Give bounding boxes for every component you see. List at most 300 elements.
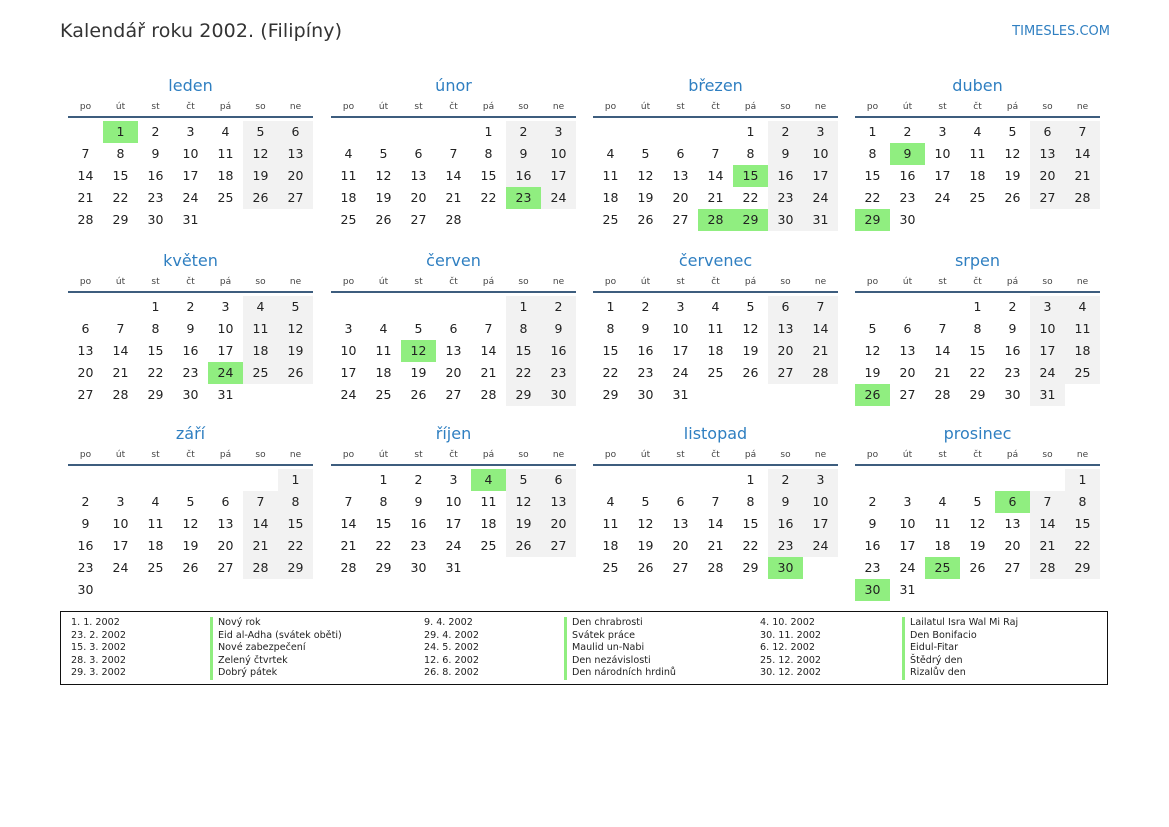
day-cell: 20 — [410, 190, 427, 205]
week-row — [855, 557, 1100, 579]
day-cell: 13 — [217, 516, 234, 531]
day-cell: 26 — [243, 187, 278, 209]
holiday-day-cell: 28 — [698, 209, 733, 231]
day-cell: 1 — [1065, 469, 1100, 491]
empty-day-cell — [278, 384, 313, 406]
day-cell: 22 — [969, 365, 986, 380]
day-cell: 23 — [541, 362, 576, 384]
week-row — [68, 296, 313, 318]
week-row — [331, 209, 576, 231]
day-cell: 11 — [969, 146, 986, 161]
day-cell: 4 — [243, 296, 278, 318]
weekday-label: pá — [1006, 277, 1019, 287]
holiday-date: 26. 8. 2002 — [424, 667, 479, 678]
month-červenec — [593, 249, 838, 406]
day-cell: 22 — [147, 365, 164, 380]
day-cell: 13 — [1004, 516, 1021, 531]
empty-day-cell — [663, 469, 698, 491]
day-cell: 25 — [375, 387, 392, 402]
day-cell: 12 — [864, 343, 881, 358]
holiday-date: 6. 12. 2002 — [760, 642, 815, 653]
day-cell: 16 — [77, 538, 94, 553]
weekday-header — [855, 273, 1100, 293]
week-row — [855, 340, 1100, 362]
day-cell: 8 — [278, 491, 313, 513]
day-cell: 13 — [410, 168, 427, 183]
week-row — [855, 209, 1100, 231]
holiday-list — [60, 611, 1108, 685]
weekday-label: so — [255, 102, 266, 112]
week-row — [855, 491, 1100, 513]
day-cell: 2 — [903, 124, 912, 139]
day-cell: 30 — [410, 560, 427, 575]
day-cell: 7 — [81, 146, 90, 161]
day-cell: 19 — [742, 343, 759, 358]
day-cell: 9 — [768, 491, 803, 513]
day-cell: 17 — [1030, 340, 1065, 362]
day-cell: 14 — [340, 516, 357, 531]
weekday-label: út — [115, 102, 126, 112]
day-cell: 12 — [637, 168, 654, 183]
weekday-label: čt — [186, 277, 195, 287]
empty-day-cell — [331, 469, 366, 491]
day-cell: 24 — [182, 190, 199, 205]
day-cell: 22 — [480, 190, 497, 205]
day-cell: 24 — [340, 387, 357, 402]
weekday-label: so — [780, 450, 791, 460]
weekday-label: út — [640, 277, 651, 287]
day-cell: 13 — [899, 343, 916, 358]
empty-day-cell — [663, 121, 698, 143]
empty-day-cell — [173, 469, 208, 491]
holiday-name: Eidul-Fitar — [902, 642, 1018, 655]
day-cell: 26 — [969, 560, 986, 575]
day-cell: 22 — [742, 538, 759, 553]
day-cell: 25 — [602, 212, 619, 227]
day-cell: 29 — [742, 560, 759, 575]
weekday-label: so — [255, 450, 266, 460]
site-link[interactable]: TIMESLES.COM — [1012, 24, 1110, 39]
empty-day-cell — [68, 296, 103, 318]
empty-day-cell — [103, 469, 138, 491]
day-cell: 11 — [217, 146, 234, 161]
holiday-name: Den Bonifacio — [902, 630, 1018, 643]
day-cell: 9 — [186, 321, 195, 336]
weekday-header — [331, 98, 576, 118]
day-cell: 18 — [934, 538, 951, 553]
weekday-label: po — [342, 102, 355, 112]
day-cell: 8 — [379, 494, 388, 509]
day-cell: 14 — [803, 318, 838, 340]
day-cell: 12 — [742, 321, 759, 336]
day-cell: 25 — [707, 365, 724, 380]
empty-day-cell — [208, 209, 243, 231]
empty-day-cell — [436, 121, 471, 143]
holiday-name: Nové zabezpečení — [210, 642, 342, 655]
day-cell: 8 — [746, 146, 755, 161]
weekday-label: pá — [744, 450, 757, 460]
day-cell: 29 — [969, 387, 986, 402]
empty-day-cell — [278, 209, 313, 231]
weekday-label: po — [604, 102, 617, 112]
day-cell: 25 — [217, 190, 234, 205]
day-cell: 9 — [1008, 321, 1017, 336]
day-cell: 17 — [112, 538, 129, 553]
day-cell: 4 — [711, 299, 720, 314]
day-cell: 2 — [768, 469, 803, 491]
day-cell: 31 — [803, 209, 838, 231]
holiday-day-cell: 29 — [855, 209, 890, 231]
weekday-label: ne — [289, 102, 302, 112]
empty-day-cell — [855, 296, 890, 318]
weekday-label: pá — [744, 102, 757, 112]
day-cell: 23 — [1004, 365, 1021, 380]
weekday-label: út — [115, 277, 126, 287]
day-cell: 12 — [969, 516, 986, 531]
empty-day-cell — [331, 121, 366, 143]
day-cell: 18 — [480, 516, 497, 531]
holiday-day-cell: 29 — [733, 209, 768, 231]
weekday-label: so — [518, 277, 529, 287]
day-cell: 20 — [445, 365, 462, 380]
day-cell: 15 — [278, 513, 313, 535]
holiday-day-cell: 6 — [995, 491, 1030, 513]
week-row — [331, 362, 576, 384]
day-cell: 17 — [899, 538, 916, 553]
day-cell: 27 — [672, 212, 689, 227]
day-cell: 30 — [541, 384, 576, 406]
holiday-day-cell: 25 — [925, 557, 960, 579]
week-row — [855, 121, 1100, 143]
week-row — [68, 340, 313, 362]
empty-day-cell — [1030, 579, 1065, 601]
empty-day-cell — [173, 579, 208, 601]
day-cell: 10 — [445, 494, 462, 509]
holiday-name: Štědrý den — [902, 655, 1018, 668]
month-name: březen — [688, 76, 743, 95]
day-cell: 5 — [186, 494, 195, 509]
day-cell: 25 — [147, 560, 164, 575]
day-cell: 4 — [938, 494, 947, 509]
empty-day-cell — [890, 469, 925, 491]
week-row — [855, 384, 1100, 406]
weekday-label: st — [938, 450, 947, 460]
week-row — [331, 143, 576, 165]
week-row — [331, 340, 576, 362]
day-cell: 5 — [973, 494, 982, 509]
day-cell: 8 — [746, 494, 755, 509]
weekday-label: st — [676, 450, 685, 460]
day-cell: 21 — [1065, 165, 1100, 187]
month-name: září — [175, 424, 206, 443]
day-cell: 23 — [77, 560, 94, 575]
empty-day-cell — [698, 384, 733, 406]
day-cell: 30 — [1004, 387, 1021, 402]
empty-day-cell — [243, 209, 278, 231]
day-cell: 11 — [147, 516, 164, 531]
holiday-date: 24. 5. 2002 — [424, 642, 479, 653]
day-cell: 13 — [445, 343, 462, 358]
day-cell: 6 — [903, 321, 912, 336]
month-říjen — [331, 422, 576, 579]
day-cell: 1 — [151, 299, 160, 314]
day-cell: 3 — [186, 124, 195, 139]
day-cell: 26 — [182, 560, 199, 575]
weekday-label: pá — [219, 102, 232, 112]
week-row — [331, 491, 576, 513]
day-cell: 31 — [445, 560, 462, 575]
day-cell: 24 — [803, 535, 838, 557]
day-cell: 20 — [217, 538, 234, 553]
empty-day-cell — [436, 296, 471, 318]
day-cell: 5 — [414, 321, 423, 336]
month-září — [68, 422, 313, 601]
day-cell: 3 — [344, 321, 353, 336]
week-row — [68, 535, 313, 557]
day-cell: 20 — [1004, 538, 1021, 553]
holiday-name: Dobrý pátek — [210, 667, 342, 680]
holiday-day-cell: 30 — [768, 557, 803, 579]
day-cell: 23 — [768, 535, 803, 557]
empty-day-cell — [68, 121, 103, 143]
weekday-label: so — [780, 277, 791, 287]
week-row — [593, 318, 838, 340]
day-cell: 29 — [112, 212, 129, 227]
day-cell: 10 — [899, 516, 916, 531]
empty-day-cell — [925, 469, 960, 491]
day-cell: 26 — [742, 365, 759, 380]
day-cell: 20 — [541, 513, 576, 535]
weekday-label: st — [151, 102, 160, 112]
day-cell: 10 — [541, 143, 576, 165]
day-cell: 3 — [938, 124, 947, 139]
day-cell: 15 — [147, 343, 164, 358]
day-cell: 11 — [480, 494, 497, 509]
week-row — [331, 318, 576, 340]
day-cell: 10 — [217, 321, 234, 336]
day-cell: 14 — [934, 343, 951, 358]
day-cell: 31 — [1030, 384, 1065, 406]
empty-day-cell — [541, 209, 576, 231]
holiday-dates-col-2 — [424, 617, 479, 680]
month-květen — [68, 249, 313, 406]
day-cell: 25 — [969, 190, 986, 205]
weekday-label: po — [79, 102, 92, 112]
weekday-label: ne — [552, 450, 565, 460]
month-name: srpen — [954, 251, 1001, 270]
day-cell: 1 — [484, 124, 493, 139]
week-row — [855, 513, 1100, 535]
holiday-name: Eid al-Adha (svátek oběti) — [210, 630, 342, 643]
holiday-name: Zelený čtvrtek — [210, 655, 342, 668]
day-cell: 24 — [934, 190, 951, 205]
empty-day-cell — [243, 469, 278, 491]
day-cell: 19 — [637, 538, 654, 553]
weekday-label: po — [79, 277, 92, 287]
holiday-date: 12. 6. 2002 — [424, 654, 479, 666]
day-cell: 3 — [221, 299, 230, 314]
day-cell: 15 — [969, 343, 986, 358]
day-cell: 19 — [375, 190, 392, 205]
empty-day-cell — [401, 296, 436, 318]
day-cell: 14 — [445, 168, 462, 183]
weekday-header — [855, 98, 1100, 118]
day-cell: 21 — [707, 190, 724, 205]
day-cell: 2 — [768, 121, 803, 143]
day-cell: 8 — [151, 321, 160, 336]
day-cell: 7 — [1030, 491, 1065, 513]
day-cell: 10 — [803, 491, 838, 513]
holiday-date: 4. 10. 2002 — [760, 617, 815, 628]
empty-day-cell — [1065, 209, 1100, 231]
weekday-label: st — [938, 102, 947, 112]
day-cell: 2 — [1008, 299, 1017, 314]
day-cell: 18 — [340, 190, 357, 205]
day-cell: 12 — [182, 516, 199, 531]
weekday-label: st — [676, 277, 685, 287]
day-cell: 1 — [278, 469, 313, 491]
weekday-label: st — [938, 277, 947, 287]
day-cell: 6 — [676, 494, 685, 509]
day-cell: 10 — [803, 143, 838, 165]
day-cell: 9 — [506, 143, 541, 165]
week-row — [855, 143, 1100, 165]
month-name: říjen — [435, 424, 472, 443]
week-row — [331, 469, 576, 491]
day-cell: 7 — [449, 146, 458, 161]
empty-day-cell — [593, 121, 628, 143]
empty-day-cell — [103, 579, 138, 601]
day-cell: 29 — [375, 560, 392, 575]
day-cell: 27 — [278, 187, 313, 209]
holiday-names-col-3 — [902, 617, 1018, 680]
day-cell: 26 — [637, 212, 654, 227]
weekday-label: po — [79, 450, 92, 460]
empty-day-cell — [366, 121, 401, 143]
weekday-label: st — [414, 277, 423, 287]
day-cell: 29 — [1065, 557, 1100, 579]
day-cell: 15 — [480, 168, 497, 183]
holiday-date: 30. 12. 2002 — [760, 667, 822, 678]
holiday-day-cell: 30 — [855, 579, 890, 601]
week-row — [331, 557, 576, 579]
day-cell: 22 — [742, 190, 759, 205]
holiday-name: Den národních hrdinů — [564, 667, 676, 680]
day-cell: 8 — [868, 146, 877, 161]
day-cell: 24 — [1030, 362, 1065, 384]
week-row — [331, 513, 576, 535]
weekday-label: so — [1042, 450, 1053, 460]
weekday-label: pá — [1006, 102, 1019, 112]
day-cell: 6 — [414, 146, 423, 161]
month-duben — [855, 74, 1100, 231]
day-cell: 3 — [449, 472, 458, 487]
week-row — [855, 362, 1100, 384]
day-cell: 22 — [602, 365, 619, 380]
day-cell: 2 — [506, 121, 541, 143]
weekday-label: čt — [449, 277, 458, 287]
weekday-label: so — [518, 450, 529, 460]
day-cell: 6 — [676, 146, 685, 161]
day-cell: 15 — [506, 340, 541, 362]
weekday-header — [68, 98, 313, 118]
empty-day-cell — [401, 121, 436, 143]
holiday-date: 30. 11. 2002 — [760, 629, 822, 641]
day-cell: 21 — [707, 538, 724, 553]
weekday-label: so — [1042, 102, 1053, 112]
day-cell: 22 — [375, 538, 392, 553]
holiday-name: Den chrabrosti — [564, 617, 676, 630]
empty-day-cell — [138, 579, 173, 601]
week-row — [68, 362, 313, 384]
weekday-label: pá — [1006, 450, 1019, 460]
day-cell: 24 — [803, 187, 838, 209]
day-cell: 28 — [480, 387, 497, 402]
weekday-label: so — [1042, 277, 1053, 287]
day-cell: 16 — [768, 513, 803, 535]
weekday-header — [331, 273, 576, 293]
week-row — [855, 535, 1100, 557]
weekday-label: pá — [482, 102, 495, 112]
holiday-name: Lailatul Isra Wal Mi Raj — [902, 617, 1018, 630]
day-cell: 20 — [899, 365, 916, 380]
week-row — [855, 318, 1100, 340]
day-cell: 22 — [1065, 535, 1100, 557]
day-cell: 28 — [340, 560, 357, 575]
day-cell: 17 — [541, 165, 576, 187]
day-cell: 12 — [243, 143, 278, 165]
week-row — [331, 187, 576, 209]
empty-day-cell — [925, 209, 960, 231]
month-name: duben — [952, 76, 1003, 95]
day-cell: 2 — [541, 296, 576, 318]
day-cell: 21 — [803, 340, 838, 362]
holiday-date: 25. 12. 2002 — [760, 654, 822, 666]
month-name: listopad — [683, 424, 748, 443]
day-cell: 5 — [506, 469, 541, 491]
day-cell: 11 — [1065, 318, 1100, 340]
day-cell: 10 — [112, 516, 129, 531]
day-cell: 2 — [186, 299, 195, 314]
day-cell: 28 — [803, 362, 838, 384]
day-cell: 9 — [151, 146, 160, 161]
day-cell: 26 — [637, 560, 654, 575]
day-cell: 5 — [641, 146, 650, 161]
week-row — [68, 143, 313, 165]
weekday-label: po — [342, 450, 355, 460]
day-cell: 13 — [1030, 143, 1065, 165]
month-name: prosinec — [943, 424, 1012, 443]
day-cell: 22 — [864, 190, 881, 205]
month-prosinec — [855, 422, 1100, 601]
day-cell: 15 — [742, 516, 759, 531]
day-cell: 6 — [221, 494, 230, 509]
page-title: Kalendář roku 2002. (Filipíny) — [60, 20, 343, 42]
holiday-date: 29. 4. 2002 — [424, 629, 479, 641]
day-cell: 15 — [602, 343, 619, 358]
day-cell: 12 — [1004, 146, 1021, 161]
empty-day-cell — [243, 384, 278, 406]
day-cell: 6 — [81, 321, 90, 336]
week-row — [331, 121, 576, 143]
weekday-header — [68, 273, 313, 293]
empty-day-cell — [995, 469, 1030, 491]
week-row — [68, 579, 313, 601]
empty-day-cell — [331, 296, 366, 318]
week-row — [593, 384, 838, 406]
day-cell: 29 — [506, 384, 541, 406]
weekday-label: čt — [186, 102, 195, 112]
